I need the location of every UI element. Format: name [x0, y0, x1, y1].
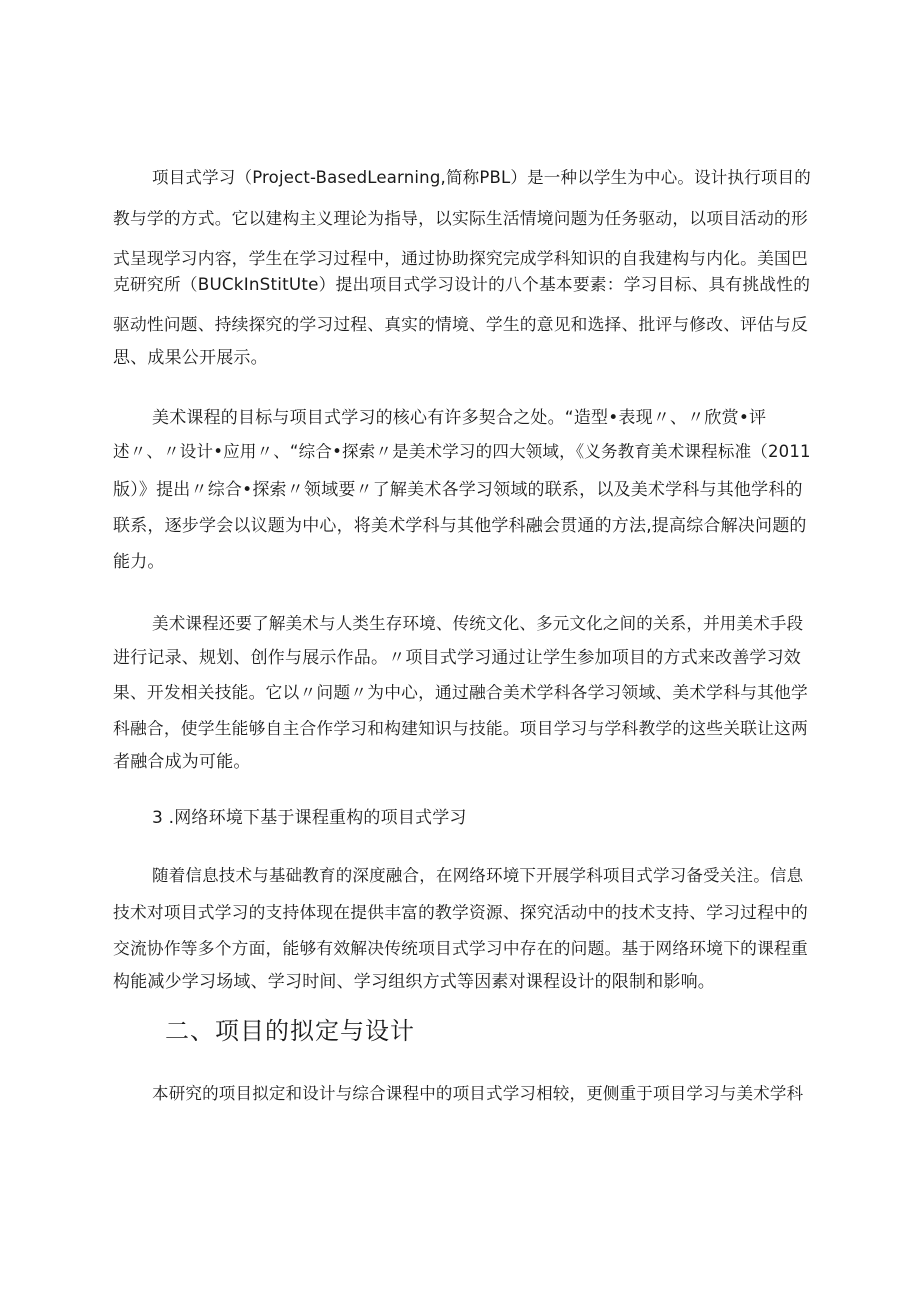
text-line: 式呈现学习内容，学生在学习过程中，通过协助探究完成学科知识的自我建构与内化。美国巴 — [113, 248, 808, 268]
text-line: 克研究所（BUCkInStitUte）提出项目式学习设计的八个基本要素：学习目标、具有挑战性的 — [113, 274, 811, 294]
text-line: 交流协作等多个方面，能够有效解决传统项目式学习中存在的问题。基于网络环境下的课程重 — [113, 938, 808, 958]
text-line: 者融合成为可能。 — [113, 752, 251, 772]
text-line: 述〃、〃设计•应用〃、“综合•探索〃是美术学习的四大领域，《义务教育美术课程标准（2011 — [113, 442, 811, 461]
text-line: 版）》提出〃综合•探索〃领域要〃了解美术各学习领域的联系，以及美术学科与其他学科的 — [113, 480, 803, 500]
text-line: 进行记录、规划、创作与展示作品。〃项目式学习通过让学生参加项目的方式来改善学习效 — [113, 648, 801, 668]
text-line: 美术课程还要了解美术与人类生存环境、传统文化、多元文化之间的关系，并用美术手段 — [152, 614, 804, 633]
text-line: 教与学的方式。它以建构主义理论为指导，以实际生活情境问题为任务驱动，以项目活动的形 — [113, 208, 808, 228]
text-line: 能力。 — [113, 552, 165, 572]
text-line: 项目式学习（Project-BasedLearning,简称PBL）是一种以学生为中心。设计执行项目的 — [152, 168, 812, 187]
text-line: 思、成果公开展示。 — [113, 348, 268, 368]
text-line: 果、开发相关技能。它以〃问题〃为中心，通过融合美术学科各学习领域、美术学科与其他学 — [113, 682, 808, 702]
section-heading: 二、项目的拟定与设计 — [165, 1017, 415, 1045]
text-line: 随着信息技术与基础教育的深度融合，在网络环境下开展学科项目式学习备受关注。信息 — [152, 866, 804, 885]
text-line: 联系，逐步学会以议题为中心，将美术学科与其他学科融会贯通的方法,提高综合解决问题的 — [113, 516, 807, 536]
text-line: 美术课程的目标与项目式学习的核心有许多契合之处。“造型•表现〃、〃欣赏•评 — [152, 408, 767, 428]
subheading: 3 .网络环境下基于课程重构的项目式学习 — [152, 808, 467, 828]
text-line: 技术对项目式学习的支持体现在提供丰富的教学资源、探究活动中的技术支持、学习过程中的 — [113, 902, 808, 922]
text-line: 构能减少学习场域、学习时间、学习组织方式等因素对课程设计的限制和影响。 — [113, 972, 715, 992]
text-line: 科融合，使学生能够自主合作学习和构建知识与技能。项目学习与学科教学的这些关联让这两 — [113, 718, 808, 738]
text-line: 驱动性问题、持续探究的学习过程、真实的情境、学生的意见和选择、批评与修改、评估与反 — [113, 314, 808, 334]
text-line: 本研究的项目拟定和设计与综合课程中的项目式学习相较，更侧重于项目学习与美术学科 — [152, 1084, 804, 1103]
